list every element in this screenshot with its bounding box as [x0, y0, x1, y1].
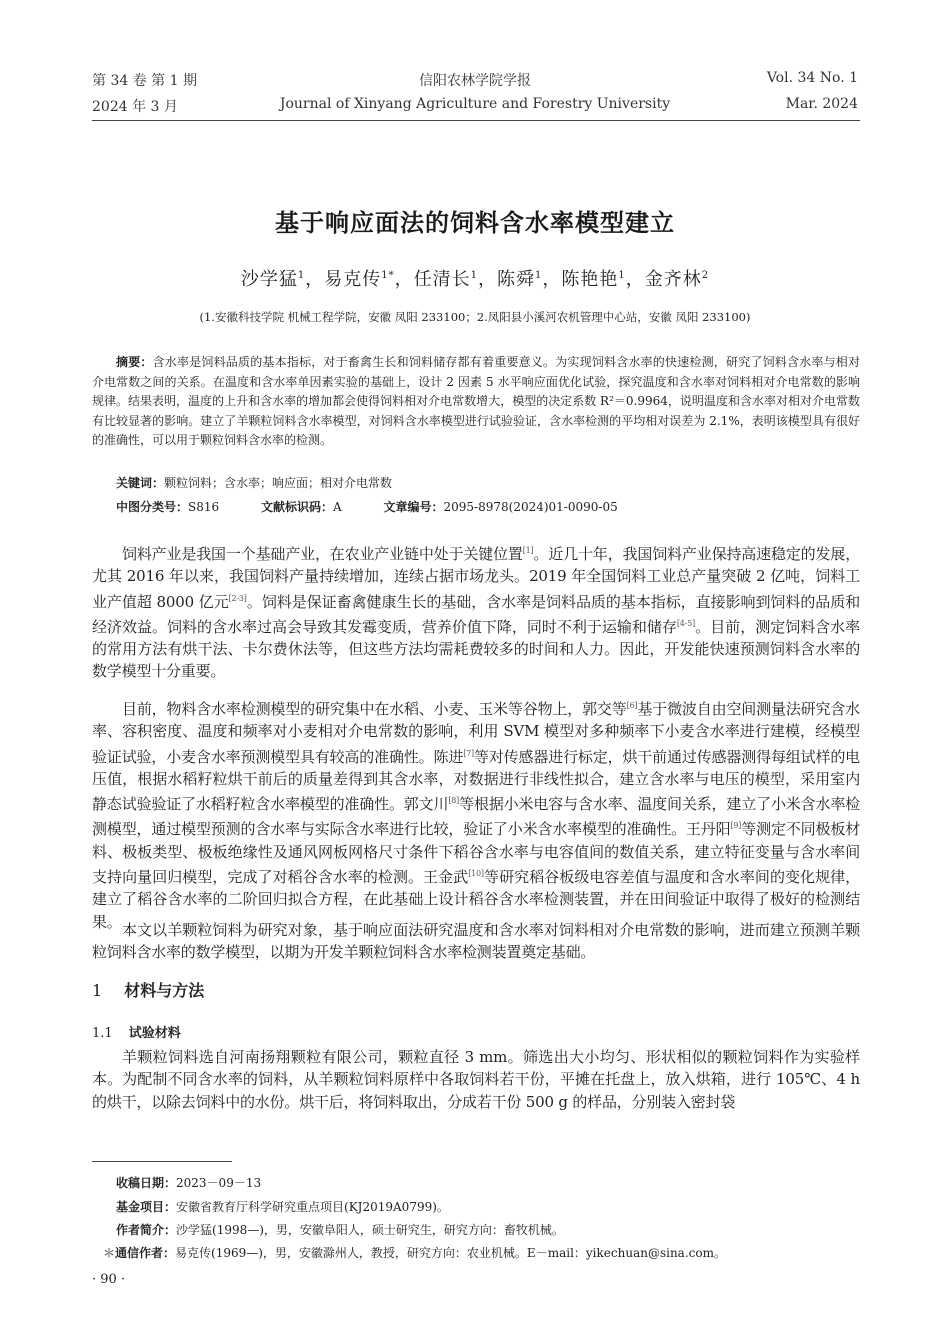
author-affiliation-mark: 2 — [701, 270, 710, 281]
citation-ref[interactable]: [2-3] — [228, 593, 247, 603]
body-text: 。近几十年，我国饲料产业保持高速稳定的发展，尤其 2016 年以来，我国饲料产量持续增加，连续占据市场龙头。2019 年全国饲料工业总产量突破 2 亿吨，饲料工业产值超 8000 亿元 — [92, 545, 860, 611]
subsection-title: 试验材料 — [128, 1026, 181, 1041]
citation-ref[interactable]: [1] — [522, 546, 534, 555]
author-separator: ， — [542, 269, 562, 290]
doc-code-label: 文献标识码： — [260, 500, 333, 514]
author-affiliation-mark: 1 — [535, 270, 543, 281]
received-label: 收稿日期： — [116, 1176, 177, 1190]
subsection-heading — [92, 1022, 181, 1041]
body-text: 等研究稻谷板级电容差值与温度和含水率间的变化规律，建立了稻谷含水率的二阶回归拟合方程，在此基础上设计稻谷含水率检测装置，并在田间验证中取得了极好的检测结果。 — [92, 868, 860, 931]
body-text: 饲料产业是我国一个基础产业，在农业产业链中处于关键位置 — [122, 545, 523, 563]
author-separator: ， — [478, 269, 497, 290]
article-number-value: 2095-8978(2024)01-0090-05 — [443, 500, 618, 514]
fund-label: 基金项目： — [116, 1200, 177, 1214]
corresponding-label: 通信作者： — [115, 1246, 176, 1260]
corresponding-mark: ＊ — [103, 1246, 116, 1260]
author-affiliation-mark: 1 — [297, 270, 306, 281]
footnote-corresponding — [103, 1244, 726, 1261]
body-text: 。目前，测定饲料含水率的常用方法有烘干法、卡尔费休法等，但这些方法均需耗费较多的时间和人力。因此，开发能快速预测饲料含水率的数学模型十分重要。 — [92, 617, 860, 681]
body-paragraph-2 — [92, 695, 860, 933]
author-affiliation-mark: 1 — [618, 270, 626, 281]
header-date: 2024 年 3 月 — [92, 99, 178, 115]
header-journal-en: Journal of Xinyang Agriculture and Forestry University — [279, 96, 671, 112]
body-paragraph-3: 本文以羊颗粒饲料为研究对象，基于响应面法研究温度和含水率对饲料相对介电常数的影响，进而建立预测羊颗粒饲料含水率的数学模型，以期为开发羊颗粒饲料含水率检测装置奠定基础。 — [92, 921, 860, 962]
citation-ref[interactable]: [6] — [626, 701, 638, 710]
body-text: 目前，物料含水率检测模型的研究集中在水稻、小麦、玉米等谷物上，郭交等 — [122, 700, 627, 718]
fund-text: 安徽省教育厅科学研究重点项目(KJ2019A0799)。 — [176, 1200, 449, 1214]
author-separator: ， — [305, 269, 325, 290]
citation-ref[interactable]: [10] — [468, 869, 484, 879]
body-paragraph-4: 羊颗粒饲料选自河南扬翔颗粒有限公司，颗粒直径 3 mm。筛选出大小均匀、形状相似的颗粒饲料作为实验样本。为配制不同含水率的饲料，从羊颗粒饲料原样中各取饲料若干份，平摊在托盘上，放入烘箱，进行 105℃、4 h 的烘干，以除去饲料中的水份。烘干后，将饲料取出，分成若干份 500 g 的样品，分别装入密封袋 — [92, 1048, 860, 1111]
footnote-rule — [92, 1161, 232, 1162]
footnote-fund — [116, 1198, 449, 1215]
keywords-label: 关键词： — [116, 476, 165, 490]
body-text: 等根据小米电容与含水率、温度间关系，建立了小米含水率检测模型，通过模型预测的含水率与实际含水率进行比较，验证了小米含水率模型的准确性。王丹阳 — [92, 795, 860, 839]
author-bio-label: 作者简介： — [116, 1223, 177, 1237]
abstract-text: 含水率是饲料品质的基本指标，对于畜禽生长和饲料储存都有着重要意义。为实现饲料含水率的快速检测，研究了饲料含水率与相对介电常数之间的关系。在温度和含水率单因素实验的基础上，设计 2 因素 5 水平响应面优化试验，探究温度和含水率对饲料相对介电常数的影响规律。结果表明，温度的上升和含水率的增加都会使得饲料相对介电常数增大，模型的决定系数 R²＝0.9964，说明温度和含水率对相对介电常数有比较显著的影响。建立了羊颗粒饲料含水率模型，对饲料含水率模型进行试验验证，含水率检测的平均相对误差为 2.1%，表明该模型具有很好的准确性，可以用于颗粒饲料含水率的检测。 — [92, 355, 860, 448]
body-text: 等测定不同极板材料、极板类型、极板绝缘性及通风网板网格尺寸条件下稻谷含水率与电容值间的数值关系，建立特征变量与含水率间支持向量回归模型，完成了对稻谷含水率的检测。王金武 — [92, 820, 861, 887]
author-name: 沙学猛 — [240, 269, 298, 290]
author-affiliation-mark: 1* — [381, 270, 395, 281]
paper-title: 基于响应面法的饲料含水率模型建立 — [275, 209, 675, 237]
author-name: 易克传 — [324, 269, 382, 290]
footnote-received — [116, 1174, 261, 1191]
citation-ref[interactable]: [7] — [463, 748, 474, 758]
header-journal-cn: 信阳农林学院学报 — [419, 73, 531, 89]
author-name: 金齐林 — [644, 269, 702, 290]
abstract-label: 摘要： — [116, 355, 153, 369]
page-number: · 90 · — [92, 1272, 126, 1287]
author-affiliation-mark: 1 — [470, 270, 478, 281]
citation-ref[interactable]: [9] — [730, 821, 742, 831]
doc-code-value: A — [332, 500, 342, 514]
header-rule — [92, 120, 860, 121]
author-bio-text: 沙学猛(1998—)，男，安徽阜阳人，硕士研究生，研究方向：畜牧机械。 — [176, 1223, 564, 1237]
header-volume-issue: 第 34 卷 第 1 期 — [92, 73, 197, 89]
keywords-text: 颗粒饲料；含水率；响应面；相对介电常数 — [164, 476, 393, 490]
corresponding-text: 易克传(1969—)，男，安徽滁州人，教授，研究方向：农业机械。E－mail：yikechuan@sina.com。 — [175, 1246, 726, 1260]
author-separator: ， — [394, 269, 414, 290]
affiliation: (1.安徽科技学院 机械工程学院，安徽 凤阳 233100；2.凤阳县小溪河农机管理中心站，安徽 凤阳 233100) — [199, 310, 751, 324]
keywords — [116, 474, 392, 491]
header-date-en: Mar. 2024 — [785, 96, 858, 112]
classification-line — [116, 498, 656, 515]
body-text: 。饲料是保证畜禽健康生长的基础，含水率是饲料品质的基本指标，直接影响到饲料的品质和经济效益。饲料的含水率过高会导致其发霉变质，营养价值下降，同时不利于运输和储存 — [92, 592, 860, 636]
author-list — [0, 265, 950, 291]
author-name: 任清长 — [413, 269, 471, 290]
clc-label: 中图分类号： — [116, 500, 189, 514]
body-text: 基于微波自由空间测量法研究含水率、容积密度、温度和频率对小麦相对介电常数的影响，利用 SVM 模型对多种频率下小麦含水率进行建模，经模型验证试验，小麦含水率预测模型具有较高的准确性。陈进 — [92, 700, 860, 766]
author-name: 陈舜 — [497, 269, 535, 290]
article-number-label: 文章编号： — [383, 500, 444, 514]
section-number: 1 — [92, 981, 103, 1000]
author-name: 陈艳艳 — [561, 269, 619, 290]
citation-ref[interactable]: [4-5] — [676, 618, 696, 628]
abstract — [92, 353, 860, 451]
received-date: 2023－09－13 — [176, 1176, 262, 1190]
clc-value: S816 — [188, 500, 220, 514]
header-volume-issue-en: Vol. 34 No. 1 — [766, 70, 858, 86]
author-separator: ， — [625, 269, 645, 290]
footnote-author — [116, 1221, 564, 1238]
section-heading — [92, 978, 204, 1001]
body-paragraph-1 — [92, 540, 860, 683]
section-title: 材料与方法 — [124, 981, 205, 1000]
citation-ref[interactable]: [8] — [448, 796, 460, 806]
subsection-number: 1.1 — [92, 1026, 113, 1041]
body-text: 等对传感器进行标定，烘干前通过传感器测得每组试样的电压值，根据水稻籽粒烘干前后的质量差得到其含水率，对数据进行非线性拟合，建立含水率与电压的模型，采用室内静态试验验证了水稻籽粒含水率模型的准确性。郭文川 — [92, 747, 860, 814]
